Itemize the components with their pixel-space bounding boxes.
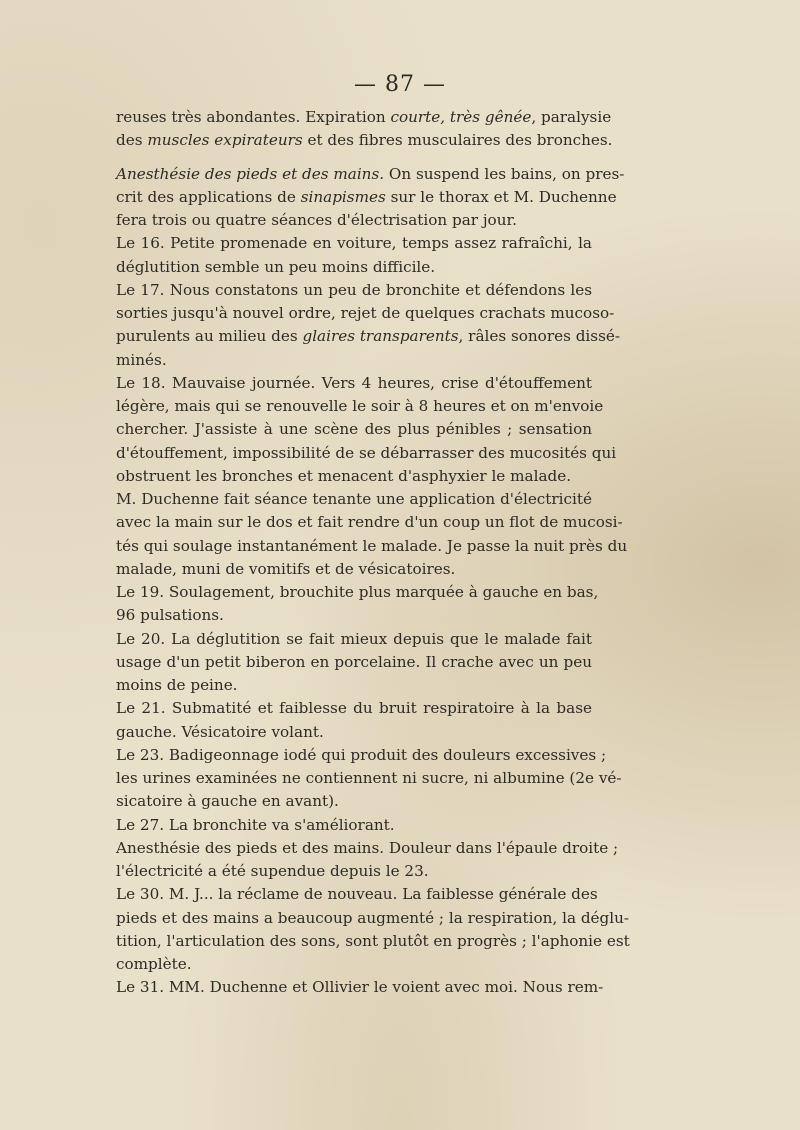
page-number: — 87 — [354, 72, 446, 97]
text-line [116, 558, 592, 581]
text-run: chercher. J'assiste à une scène des plus pénibles ; sensation [116, 420, 592, 439]
text-line [116, 604, 592, 627]
paragraph [116, 697, 592, 744]
text-line [116, 279, 592, 302]
text-line [116, 930, 630, 953]
text-line [116, 232, 592, 255]
italic-run: glaires transparents [302, 327, 459, 346]
text-line [116, 302, 615, 325]
text-line [116, 697, 592, 720]
text-run: sur le thorax et M. Duchenne [385, 187, 617, 206]
paragraph [116, 628, 592, 698]
text-line [116, 907, 630, 930]
text-line [116, 953, 592, 976]
text-run: sorties jusqu'à nouvel ordre, rejet de quelques crachats mucoso- [116, 304, 615, 322]
text-run: avec la main sur le dos et fait rendre d'un coup un flot de mucosi- [116, 513, 623, 532]
text-line [116, 163, 625, 186]
body-text [116, 106, 630, 1000]
paragraph [116, 488, 628, 581]
text-run: On suspend les bains, on pres- [384, 164, 625, 183]
paragraph [116, 372, 617, 488]
text-run: Le 18. Mauvaise journée. Vers 4 heures, crise d'étouffement [116, 373, 592, 392]
text-line [116, 767, 622, 790]
text-run: déglutition semble un peu moins difficile. [116, 257, 436, 276]
text-line [116, 442, 617, 465]
paragraph [116, 744, 622, 814]
text-run: minés. [116, 350, 167, 369]
text-run: malade, muni de vomitifs et de vésicatoires. [116, 559, 456, 578]
text-run: crit des applications de [116, 187, 301, 206]
text-run: tition, l'articulation des sons, sont plutôt en progrès ; l'aphonie est [116, 931, 630, 950]
text-run: gauche. Vésicatoire volant. [116, 722, 324, 741]
text-run: moins de peine. [116, 676, 238, 694]
italic-run: courte, très gênée [390, 108, 532, 126]
paragraph [116, 232, 592, 279]
text-line [116, 651, 592, 674]
paragraph [116, 106, 613, 153]
text-run: Le 31. MM. Duchenne et Ollivier le voient avec moi. Nous rem- [116, 978, 604, 997]
paragraph [116, 976, 604, 999]
text-run: , râles sonores dissé- [458, 327, 620, 346]
text-run: Anesthésie des pieds et des mains. Douleur dans l'épaule droite ; [116, 838, 619, 857]
text-run: M. Duchenne fait séance tenante une application d'électricité [116, 490, 592, 508]
text-line [116, 976, 604, 999]
text-run: fera trois ou quatre séances d'électrisation par jour. [116, 211, 517, 229]
text-line [116, 256, 592, 279]
text-line [116, 186, 617, 209]
text-line [116, 883, 598, 906]
text-run: pieds et des mains a beaucoup augmenté ; la respiration, la déglu- [116, 908, 630, 927]
text-run: l'électricité a été supendue depuis le 23. [116, 862, 429, 880]
text-run: Le 17. Nous constatons un peu de bronchite et défendons les [116, 280, 592, 299]
text-run: 96 pulsations. [116, 606, 224, 625]
text-run: complète. [116, 955, 192, 973]
paragraph [116, 837, 619, 884]
text-line [116, 511, 623, 534]
text-run: Le 21. Submatité et faiblesse du bruit respiratoire à la base [116, 699, 592, 718]
text-run: purulents au milieu des [116, 327, 303, 346]
text-line [116, 106, 612, 129]
text-line [116, 721, 592, 744]
paragraph [116, 163, 625, 233]
text-run: légère, mais qui se renouvelle le soir à 8 heures et on m'envoie [116, 397, 604, 415]
text-run: reuses très abondantes. Expiration [116, 108, 391, 126]
text-line [116, 488, 592, 511]
text-line [116, 465, 592, 488]
text-line [116, 535, 628, 558]
text-run: des [116, 131, 148, 150]
text-run: Le 27. La bronchite va s'améliorant. [116, 815, 395, 834]
text-run: , paralysie [531, 108, 612, 126]
text-line [116, 395, 604, 418]
paragraph [116, 883, 630, 976]
text-run: Le 16. Petite promenade en voiture, temps assez rafraîchi, la [116, 234, 592, 253]
text-line [116, 674, 592, 697]
text-line [116, 349, 592, 372]
text-run: Le 30. M. J... la réclame de nouveau. La faiblesse générale des [116, 885, 598, 904]
text-line [116, 129, 613, 152]
text-line [116, 744, 607, 767]
italic-run: sinapismes [300, 187, 386, 206]
text-run: sicatoire à gauche en avant). [116, 792, 339, 811]
paragraph [116, 581, 599, 628]
text-line [116, 837, 619, 860]
text-run: obstruent les bronches et menacent d'asphyxier le malade. [116, 466, 572, 485]
text-run: usage d'un petit biberon en porcelaine. Il crache avec un peu [116, 652, 592, 671]
text-line [116, 628, 592, 651]
text-line [116, 418, 592, 441]
text-run: tés qui soulage instantanément le malade. Je passe la nuit près du [116, 536, 628, 555]
text-run: Le 20. La déglutition se fait mieux depuis que le malade fait [116, 629, 592, 648]
text-line [116, 581, 599, 604]
text-line [116, 325, 620, 348]
paragraph [116, 814, 592, 837]
text-run: Le 19. Soulagement, brouchite plus marquée à gauche en bas, [116, 583, 599, 601]
text-run: Le 23. Badigeonnage iodé qui produit des douleurs excessives ; [116, 745, 607, 764]
text-line [116, 790, 592, 813]
text-line [116, 372, 592, 395]
paragraph [116, 279, 620, 372]
text-line [116, 860, 592, 883]
italic-run: Anesthésie des pieds et des mains. [116, 164, 385, 183]
text-run: et des fibres musculaires des bronches. [302, 131, 613, 150]
text-run: les urines examinées ne contiennent ni sucre, ni albumine (2e vé- [116, 769, 622, 787]
italic-run: muscles expirateurs [147, 131, 303, 150]
text-line [116, 209, 592, 232]
text-run: d'étouffement, impossibilité de se débarrasser des mucosités qui [116, 443, 617, 462]
text-line [116, 814, 592, 837]
